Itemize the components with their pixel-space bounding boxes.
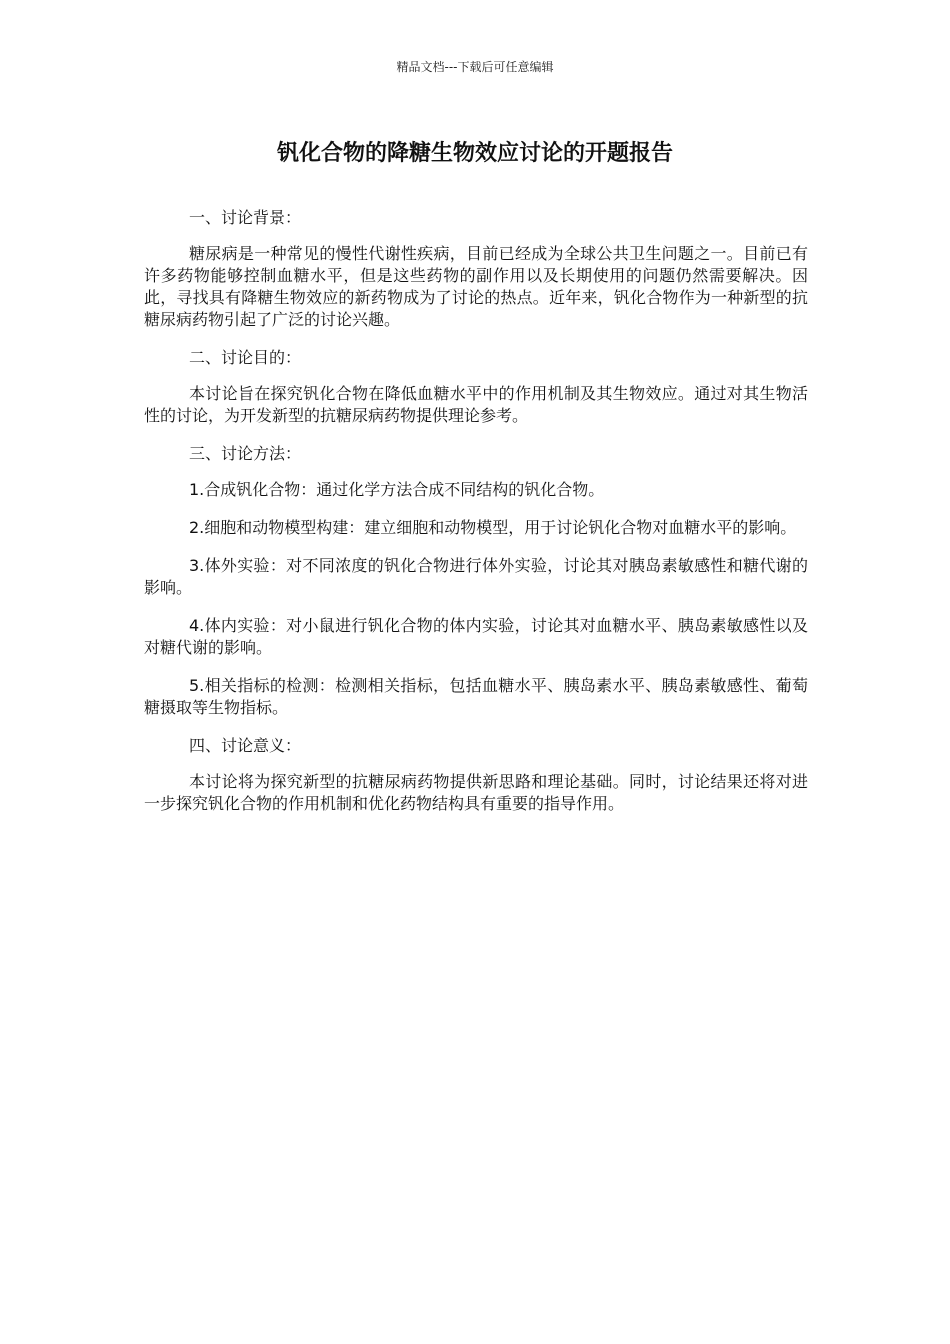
purpose-paragraph: 本讨论旨在探究钒化合物在降低血糖水平中的作用机制及其生物效应。通过对其生物活性的讨论，为开发新型的抗糖尿病药物提供理论参考。 xyxy=(144,384,808,425)
document-body xyxy=(144,207,808,831)
section-heading-background: 一、讨论背景： xyxy=(189,208,302,227)
significance-paragraph: 本讨论将为探究新型的抗糖尿病药物提供新思路和理论基础。同时，讨论结果还将对进一步探究钒化合物的作用机制和优化药物结构具有重要的指导作用。 xyxy=(144,772,808,813)
method-item-1: 1.合成钒化合物：通过化学方法合成不同结构的钒化合物。 xyxy=(189,480,605,499)
background-paragraph: 糖尿病是一种常见的慢性代谢性疾病，目前已经成为全球公共卫生问题之一。目前已有许多药物能够控制血糖水平，但是这些药物的副作用以及长期使用的问题仍然需要解决。因此，寻找具有降糖生物效应的新药物成为了讨论的热点。近年来，钒化合物作为一种新型的抗糖尿病药物引起了广泛的讨论兴趣。 xyxy=(144,244,808,329)
method-item-2: 2.细胞和动物模型构建：建立细胞和动物模型，用于讨论钒化合物对血糖水平的影响。 xyxy=(189,518,797,537)
document-title: 钒化合物的降糖生物效应讨论的开题报告 xyxy=(276,141,673,166)
method-item-3: 3.体外实验：对不同浓度的钒化合物进行体外实验，讨论其对胰岛素敏感性和糖代谢的影响。 xyxy=(144,556,808,597)
section-heading-purpose: 二、讨论目的： xyxy=(189,348,302,367)
section-heading-methods: 三、讨论方法： xyxy=(189,444,302,463)
section-heading-significance: 四、讨论意义： xyxy=(189,736,302,755)
method-item-4: 4.体内实验：对小鼠进行钒化合物的体内实验，讨论其对血糖水平、胰岛素敏感性以及对糖代谢的影响。 xyxy=(144,616,808,657)
header-note: 精品文档---下载后可任意编辑 xyxy=(396,60,554,74)
method-item-5: 5.相关指标的检测：检测相关指标，包括血糖水平、胰岛素水平、胰岛素敏感性、葡萄糖摄取等生物指标。 xyxy=(144,676,808,717)
